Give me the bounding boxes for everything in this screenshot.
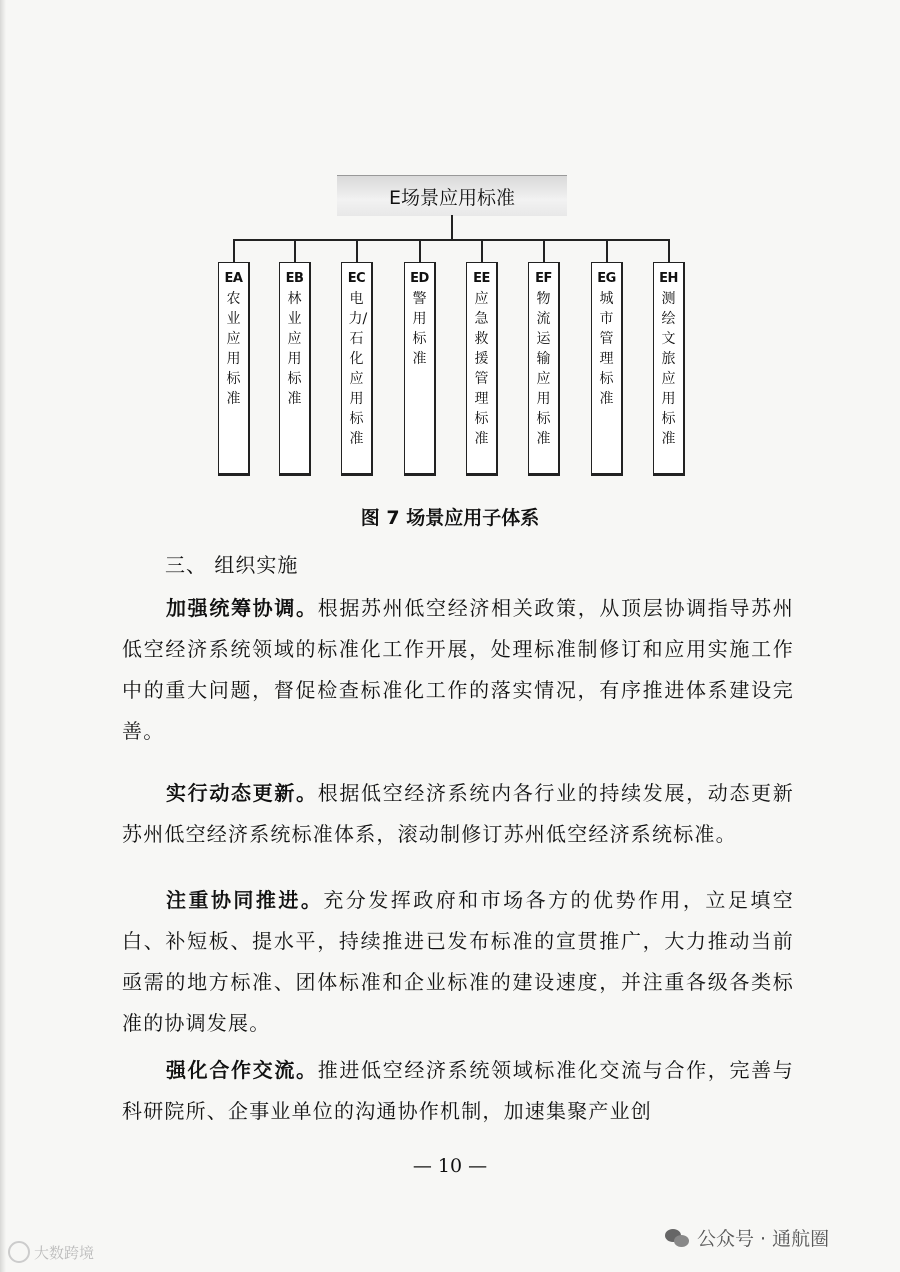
child-label: 农业应用标准 bbox=[226, 291, 241, 407]
diagram-child-node bbox=[591, 262, 623, 476]
branch-connector bbox=[233, 239, 235, 263]
paragraph-lead: 注重协同推进。 bbox=[166, 888, 324, 912]
paragraph bbox=[122, 880, 794, 1044]
figure-caption: 图 7 场景应用子体系 bbox=[360, 507, 540, 529]
child-label: 测绘文旅应用标准 bbox=[661, 291, 676, 447]
diagram-child-node bbox=[218, 262, 250, 476]
child-label: 林业应用标准 bbox=[287, 291, 302, 407]
page-number: — 10 — bbox=[412, 1155, 488, 1177]
child-label: 警用标准 bbox=[412, 291, 427, 367]
watermark-left bbox=[8, 1241, 94, 1263]
child-code: EB bbox=[285, 271, 304, 286]
child-label: 物流运输应用标准 bbox=[536, 291, 551, 447]
watermark-text: 大数跨境 bbox=[34, 1243, 95, 1262]
watermark-logo-icon bbox=[8, 1241, 30, 1263]
paragraph-body: 充分发挥政府和市场各方的优势作用，立足填空白、补短板、提水平，持续推进已发布标准的宣贯推广，大力推动当前亟需的地方标准、团体标准和企业标准的建设速度，并注重各级各类标准的协调发展。 bbox=[122, 888, 795, 1035]
paragraph bbox=[122, 588, 794, 752]
diagram-child-node bbox=[466, 262, 498, 476]
child-code: EE bbox=[473, 271, 490, 286]
branch-connector bbox=[543, 239, 545, 263]
hierarchy-diagram bbox=[0, 0, 900, 500]
child-code: EC bbox=[347, 271, 366, 286]
paragraph-body: 推进低空经济系统领域标准化交流与合作，完善与科研院所、企事业单位的沟通协作机制，加速集聚产业创 bbox=[122, 1058, 794, 1123]
root-connector bbox=[451, 215, 453, 240]
child-label: 电力/石化应用标准 bbox=[348, 291, 368, 447]
diagram-child-node bbox=[341, 262, 373, 476]
diagram-child-node bbox=[528, 262, 560, 476]
branch-connector bbox=[419, 239, 421, 263]
diagram-root-node bbox=[337, 175, 567, 216]
paragraph-lead: 加强统筹协调。 bbox=[166, 596, 318, 620]
branch-connector bbox=[481, 239, 483, 263]
diagram-root-label: E场景应用标准 bbox=[388, 186, 515, 209]
branch-connector bbox=[606, 239, 608, 263]
paragraph bbox=[122, 773, 794, 855]
diagram-child-node bbox=[404, 262, 436, 476]
horizontal-connector bbox=[233, 239, 670, 241]
source-attribution bbox=[665, 1224, 829, 1251]
paragraph-lead: 强化合作交流。 bbox=[166, 1058, 318, 1082]
branch-connector bbox=[294, 239, 296, 263]
section-heading: 三、 组织实施 bbox=[165, 553, 299, 577]
paragraph-body: 根据低空经济系统内各行业的持续发展，动态更新苏州低空经济系统标准体系，滚动制修订苏州低空经济系统标准。 bbox=[122, 781, 794, 846]
child-label: 应急救援管理标准 bbox=[474, 291, 489, 447]
child-code: EA bbox=[224, 271, 243, 286]
paragraph bbox=[122, 1050, 794, 1132]
branch-connector bbox=[356, 239, 358, 263]
child-code: EH bbox=[659, 271, 678, 286]
child-code: ED bbox=[410, 271, 429, 286]
branch-connector bbox=[668, 239, 670, 263]
wechat-icon bbox=[665, 1227, 691, 1249]
child-code: EG bbox=[597, 271, 616, 286]
diagram-child-node bbox=[653, 262, 685, 476]
paragraph-body: 根据苏州低空经济相关政策，从顶层协调指导苏州低空经济系统领域的标准化工作开展，处理标准制修订和应用实施工作中的重大问题，督促检查标准化工作的落实情况，有序推进体系建设完善。 bbox=[122, 596, 794, 743]
diagram-child-node bbox=[279, 262, 311, 476]
child-code: EF bbox=[535, 271, 552, 286]
child-label: 城市管理标准 bbox=[599, 291, 614, 407]
paragraph-lead: 实行动态更新。 bbox=[166, 781, 318, 805]
source-text: 公众号 · 通航圈 bbox=[697, 1228, 830, 1250]
